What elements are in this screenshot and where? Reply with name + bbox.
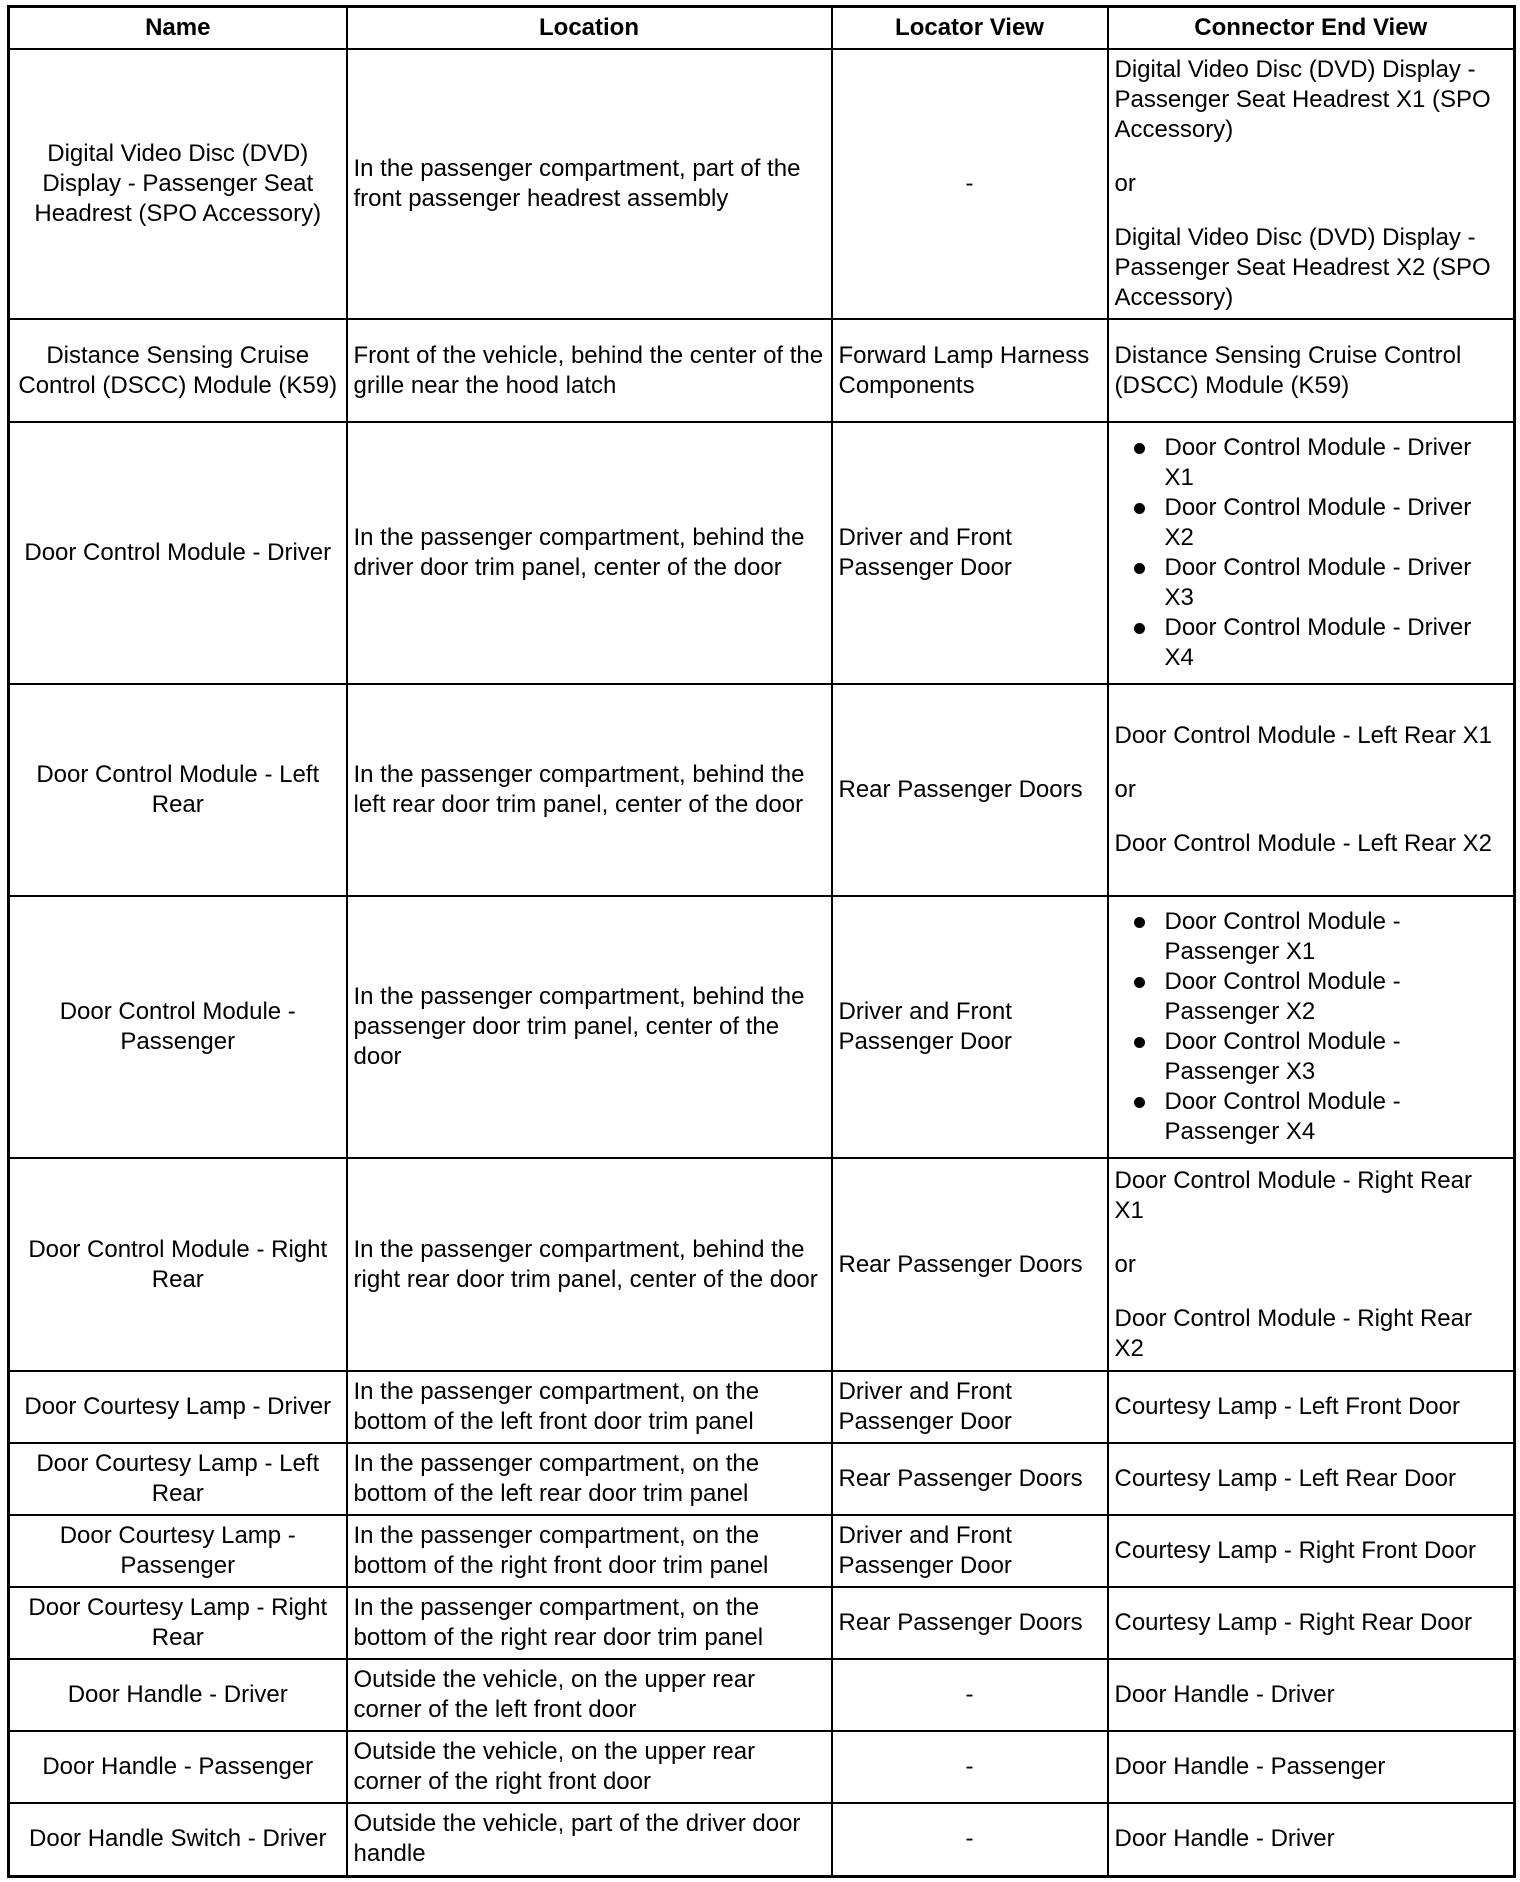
connector-item: Digital Video Disc (DVD) Display - Passenger Seat Headrest X2 (SPO Accessory) — [1114, 224, 1491, 311]
document-page — [7, 5, 1516, 1878]
header-connector-end-view: Connector End View — [1108, 7, 1515, 50]
locator-view-cell: Rear Passenger Doors — [832, 1587, 1108, 1659]
connector-item: Courtesy Lamp - Right Rear Door — [1114, 1609, 1472, 1636]
header-locator-view: Locator View — [832, 7, 1108, 50]
connector-item: Door Control Module - Left Rear X2 — [1114, 830, 1493, 857]
connector-or: or — [1114, 1250, 1136, 1278]
component-locator-table — [7, 5, 1516, 1878]
location-cell: Outside the vehicle, on the upper rear corner of the right front door — [347, 1731, 832, 1803]
connector-cell — [1108, 1587, 1515, 1659]
table-row — [9, 1158, 1515, 1371]
location-cell: In the passenger compartment, on the bottom of the left front door trim panel — [347, 1371, 832, 1443]
locator-view-cell: Forward Lamp Harness Components — [832, 319, 1108, 422]
locator-view-cell: - — [832, 1803, 1108, 1876]
table-row — [9, 422, 1515, 684]
name-cell: Door Control Module - Driver — [9, 422, 347, 684]
connector-bullet-item: Door Control Module - Passenger X2 — [1115, 967, 1508, 1027]
name-cell: Door Courtesy Lamp - Right Rear — [9, 1587, 347, 1659]
table-row — [9, 1803, 1515, 1876]
connector-bullet-list — [1115, 907, 1508, 1147]
connector-item: Door Handle - Driver — [1114, 1825, 1335, 1853]
location-cell: Front of the vehicle, behind the center of the grille near the hood latch — [347, 319, 832, 422]
connector-cell — [1108, 1731, 1515, 1803]
connector-cell — [1108, 1803, 1515, 1876]
connector-item: Door Handle - Driver — [1114, 1681, 1335, 1708]
connector-bullet-list — [1115, 433, 1508, 673]
table-row — [9, 684, 1515, 896]
connector-item: Courtesy Lamp - Left Rear Door — [1114, 1465, 1456, 1492]
connector-bullet-item: Door Control Module - Driver X4 — [1115, 613, 1508, 673]
connector-bullet-item: Door Control Module - Passenger X4 — [1115, 1087, 1508, 1147]
name-cell: Digital Video Disc (DVD) Display - Passenger Seat Headrest (SPO Accessory) — [9, 49, 347, 319]
connector-cell — [1108, 422, 1515, 684]
location-cell: In the passenger compartment, behind the passenger door trim panel, center of the door — [347, 896, 832, 1158]
header-row — [9, 7, 1515, 50]
locator-view-cell: - — [832, 1731, 1108, 1803]
connector-bullet-item: Door Control Module - Passenger X3 — [1115, 1027, 1508, 1087]
locator-view-cell: - — [832, 1659, 1108, 1731]
name-cell: Distance Sensing Cruise Control (DSCC) Module (K59) — [9, 319, 347, 422]
location-cell: In the passenger compartment, behind the right rear door trim panel, center of the door — [347, 1158, 832, 1371]
connector-bullet-item: Door Control Module - Passenger X1 — [1115, 907, 1508, 967]
locator-view-cell: Driver and Front Passenger Door — [832, 1515, 1108, 1587]
connector-or: or — [1114, 776, 1136, 803]
name-cell: Door Handle - Passenger — [9, 1731, 347, 1803]
connector-cell — [1108, 1659, 1515, 1731]
header-name: Name — [9, 7, 347, 50]
name-cell: Door Handle Switch - Driver — [9, 1803, 347, 1876]
table-row — [9, 896, 1515, 1158]
table-row — [9, 1659, 1515, 1731]
name-cell: Door Courtesy Lamp - Left Rear — [9, 1443, 347, 1515]
name-cell: Door Control Module - Passenger — [9, 896, 347, 1158]
location-cell: In the passenger compartment, part of the front passenger headrest assembly — [347, 49, 832, 319]
connector-cell — [1108, 896, 1515, 1158]
connector-cell — [1108, 1443, 1515, 1515]
table-row — [9, 1731, 1515, 1803]
location-cell: In the passenger compartment, on the bottom of the right rear door trim panel — [347, 1587, 832, 1659]
connector-bullet-item: Door Control Module - Driver X3 — [1115, 553, 1508, 613]
table-row — [9, 319, 1515, 422]
name-cell: Door Handle - Driver — [9, 1659, 347, 1731]
locator-view-cell: - — [832, 49, 1108, 319]
connector-item: Door Control Module - Right Rear X1 — [1114, 1166, 1472, 1224]
name-cell: Door Control Module - Left Rear — [9, 684, 347, 896]
connector-item: Distance Sensing Cruise Control (DSCC) Module (K59) — [1114, 341, 1462, 399]
name-cell: Door Courtesy Lamp - Passenger — [9, 1515, 347, 1587]
connector-item: Door Control Module - Right Rear X2 — [1114, 1304, 1472, 1362]
locator-view-cell: Driver and Front Passenger Door — [832, 422, 1108, 684]
locator-view-cell: Driver and Front Passenger Door — [832, 1371, 1108, 1443]
table-row — [9, 1371, 1515, 1443]
locator-view-cell: Rear Passenger Doors — [832, 1443, 1108, 1515]
connector-cell — [1108, 1371, 1515, 1443]
locator-view-cell: Rear Passenger Doors — [832, 684, 1108, 896]
name-cell: Door Courtesy Lamp - Driver — [9, 1371, 347, 1443]
location-cell: In the passenger compartment, behind the driver door trim panel, center of the door — [347, 422, 832, 684]
location-cell: Outside the vehicle, on the upper rear corner of the left front door — [347, 1659, 832, 1731]
connector-bullet-item: Door Control Module - Driver X2 — [1115, 493, 1508, 553]
header-location: Location — [347, 7, 832, 50]
connector-item: Courtesy Lamp - Right Front Door — [1114, 1537, 1476, 1564]
connector-item: Courtesy Lamp - Left Front Door — [1114, 1393, 1460, 1420]
connector-cell — [1108, 319, 1515, 422]
table-row — [9, 49, 1515, 319]
locator-view-cell: Driver and Front Passenger Door — [832, 896, 1108, 1158]
location-cell: In the passenger compartment, on the bottom of the left rear door trim panel — [347, 1443, 832, 1515]
table-row — [9, 1443, 1515, 1515]
name-cell: Door Control Module - Right Rear — [9, 1158, 347, 1371]
connector-or: or — [1114, 170, 1136, 197]
connector-cell — [1108, 49, 1515, 319]
location-cell: In the passenger compartment, on the bottom of the right front door trim panel — [347, 1515, 832, 1587]
connector-cell — [1108, 684, 1515, 896]
connector-item: Door Control Module - Left Rear X1 — [1114, 722, 1493, 749]
connector-cell — [1108, 1158, 1515, 1371]
locator-view-cell: Rear Passenger Doors — [832, 1158, 1108, 1371]
connector-bullet-item: Door Control Module - Driver X1 — [1115, 433, 1508, 493]
location-cell: Outside the vehicle, part of the driver door handle — [347, 1803, 832, 1876]
connector-item: Door Handle - Passenger — [1114, 1753, 1386, 1780]
table-row — [9, 1515, 1515, 1587]
table-row — [9, 1587, 1515, 1659]
connector-item: Digital Video Disc (DVD) Display - Passenger Seat Headrest X1 (SPO Accessory) — [1114, 56, 1491, 143]
connector-cell — [1108, 1515, 1515, 1587]
location-cell: In the passenger compartment, behind the left rear door trim panel, center of the door — [347, 684, 832, 896]
